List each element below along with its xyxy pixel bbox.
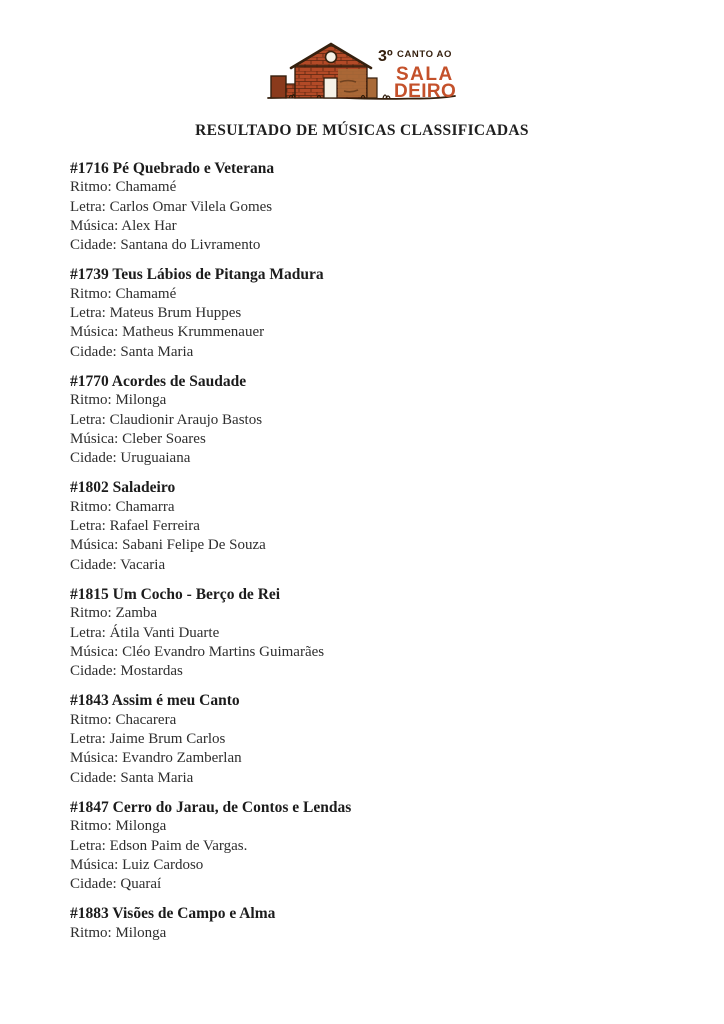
entry-title: Um Cocho - Berço de Rei xyxy=(112,585,281,603)
logo-canto-ao: CANTO AO xyxy=(397,49,452,60)
entry-fields xyxy=(70,391,664,468)
entry-fields xyxy=(70,711,664,788)
entry-id: #1770 xyxy=(70,372,109,390)
document-title: RESULTADO DE MÚSICAS CLASSIFICADAS xyxy=(195,122,529,139)
entry xyxy=(70,904,664,943)
field-label: Ritmo: xyxy=(70,924,116,941)
gable-window xyxy=(326,52,337,63)
field-label: Letra: xyxy=(70,198,110,215)
entry-heading xyxy=(70,159,664,178)
entry-id: #1883 xyxy=(70,905,109,923)
saladeiro-logo xyxy=(266,36,458,106)
entry-field-ritmo xyxy=(70,498,664,517)
field-label: Letra: xyxy=(70,518,110,535)
field-value: Uruguaiana xyxy=(120,450,191,467)
field-label: Música: xyxy=(70,856,123,873)
entry-field-ritmo xyxy=(70,391,664,410)
entry-heading xyxy=(70,372,664,391)
entry xyxy=(70,691,664,787)
field-value: Santana do Livramento xyxy=(120,237,261,254)
entry-field-letra xyxy=(70,411,664,430)
field-value: Quaraí xyxy=(120,876,162,893)
field-value: Evandro Zamberlan xyxy=(122,750,242,767)
field-value: Vacaria xyxy=(120,556,166,573)
entry-title: Assim é meu Canto xyxy=(111,692,240,710)
field-label: Cidade: xyxy=(70,343,121,360)
field-label: Música: xyxy=(70,537,123,554)
field-label: Música: xyxy=(70,217,122,234)
entry-field-letra xyxy=(70,198,664,217)
entry-field-musica xyxy=(70,217,664,236)
field-value: Mateus Brum Huppes xyxy=(109,305,242,322)
entry-title: Pé Quebrado e Veterana xyxy=(112,160,275,177)
entry-title: Visões de Campo e Alma xyxy=(112,905,276,923)
entry-heading xyxy=(70,691,664,710)
field-label: Letra: xyxy=(70,731,110,748)
entry-heading xyxy=(70,265,664,284)
entry xyxy=(70,478,664,574)
entry-field-cidade xyxy=(70,449,664,468)
entry-fields xyxy=(70,178,664,255)
field-label: Ritmo: xyxy=(70,498,116,515)
entry xyxy=(70,372,664,468)
weathered-wall xyxy=(338,69,366,97)
entry-field-letra xyxy=(70,624,664,643)
entry-field-letra xyxy=(70,730,664,749)
entry-field-cidade xyxy=(70,769,664,788)
field-label: Ritmo: xyxy=(70,179,116,196)
field-value: Mostardas xyxy=(120,663,183,680)
entry-heading xyxy=(70,478,664,497)
entry-field-ritmo xyxy=(70,604,664,623)
field-label: Letra: xyxy=(70,624,110,641)
entry-field-cidade xyxy=(70,662,664,681)
field-value: Milonga xyxy=(115,924,167,941)
entry xyxy=(70,585,664,681)
field-label: Cidade: xyxy=(70,663,121,680)
field-value: Edson Paim de Vargas. xyxy=(109,837,248,854)
field-label: Música: xyxy=(70,750,123,767)
entry-field-cidade xyxy=(70,875,664,894)
entry-field-musica xyxy=(70,749,664,768)
field-label: Cidade: xyxy=(70,556,121,573)
field-value: Santa Maria xyxy=(120,343,194,360)
field-label: Ritmo: xyxy=(70,711,116,728)
field-value: Carlos Omar Vilela Gomes xyxy=(109,198,273,215)
entries-list xyxy=(70,159,664,943)
field-value: Chamarra xyxy=(115,498,175,515)
field-value: Chamamé xyxy=(115,285,177,302)
entry-field-letra xyxy=(70,304,664,323)
entry-title: Cerro do Jarau, de Contos e Lendas xyxy=(112,798,352,816)
entry-id: #1802 xyxy=(70,479,109,497)
entry-field-musica xyxy=(70,643,664,662)
entry xyxy=(70,798,664,894)
field-value: Átila Vanti Duarte xyxy=(109,624,220,641)
logo-edition: 3º xyxy=(378,48,393,65)
entry-fields xyxy=(70,285,664,362)
entry-title: Acordes de Saudade xyxy=(111,372,247,390)
entry-field-ritmo xyxy=(70,924,664,943)
entry-heading xyxy=(70,904,664,923)
field-label: Letra: xyxy=(70,837,110,854)
logo-deiro: DEIRO xyxy=(394,81,457,102)
entry-fields xyxy=(70,924,664,943)
field-value: Milonga xyxy=(115,818,167,835)
field-value: Luiz Cardoso xyxy=(122,856,204,873)
field-label: Ritmo: xyxy=(70,818,116,835)
right-wing xyxy=(367,78,377,98)
entry xyxy=(70,265,664,361)
entry-field-cidade xyxy=(70,343,664,362)
entry-fields xyxy=(70,604,664,681)
field-label: Ritmo: xyxy=(70,605,116,622)
entry-field-musica xyxy=(70,856,664,875)
field-label: Música: xyxy=(70,430,123,447)
logo-sala: SALA xyxy=(396,64,454,85)
field-value: Sabani Felipe De Souza xyxy=(122,537,266,554)
entry-field-ritmo xyxy=(70,285,664,304)
field-label: Cidade: xyxy=(70,769,121,786)
entry-heading xyxy=(70,585,664,604)
entry xyxy=(70,159,664,255)
field-value: Matheus Krummenauer xyxy=(122,324,265,341)
field-label: Letra: xyxy=(70,305,110,322)
entry-id: #1843 xyxy=(70,692,109,710)
field-label: Cidade: xyxy=(70,876,121,893)
field-label: Ritmo: xyxy=(70,285,116,302)
field-label: Cidade: xyxy=(70,237,121,254)
field-value: Claudionir Araujo Bastos xyxy=(109,411,263,428)
field-label: Música: xyxy=(70,643,123,660)
entry-field-musica xyxy=(70,430,664,449)
entry-id: #1716 xyxy=(70,160,109,177)
entry-field-cidade xyxy=(70,236,664,255)
entry-field-musica xyxy=(70,323,664,342)
field-label: Cidade: xyxy=(70,450,121,467)
field-value: Santa Maria xyxy=(120,769,194,786)
entry-field-ritmo xyxy=(70,178,664,197)
field-value: Zamba xyxy=(115,605,158,622)
entry-field-letra xyxy=(70,837,664,856)
field-label: Ritmo: xyxy=(70,392,116,409)
entry-field-musica xyxy=(70,536,664,555)
entry-field-ritmo xyxy=(70,817,664,836)
entry-fields xyxy=(70,498,664,575)
entry-id: #1739 xyxy=(70,266,109,284)
field-label: Música: xyxy=(70,324,123,341)
field-value: Chacarera xyxy=(115,711,177,728)
field-value: Alex Har xyxy=(121,217,177,234)
entry-fields xyxy=(70,817,664,894)
field-value: Rafael Ferreira xyxy=(109,518,200,535)
chimney xyxy=(271,76,286,98)
entry-title: Teus Lábios de Pitanga Madura xyxy=(112,266,324,284)
field-value: Cléo Evandro Martins Guimarães xyxy=(122,643,325,660)
entry-id: #1847 xyxy=(70,798,109,816)
logo-container xyxy=(0,0,724,106)
entry-heading xyxy=(70,798,664,817)
entry-field-cidade xyxy=(70,556,664,575)
entry-field-ritmo xyxy=(70,711,664,730)
field-value: Milonga xyxy=(115,392,167,409)
entry-title: Saladeiro xyxy=(112,479,176,497)
field-value: Cleber Soares xyxy=(122,430,206,447)
barn-door xyxy=(324,78,337,98)
entry-id: #1815 xyxy=(70,585,109,603)
entry-field-letra xyxy=(70,517,664,536)
field-label: Letra: xyxy=(70,411,110,428)
field-value: Chamamé xyxy=(115,179,177,196)
field-value: Jaime Brum Carlos xyxy=(109,731,226,748)
